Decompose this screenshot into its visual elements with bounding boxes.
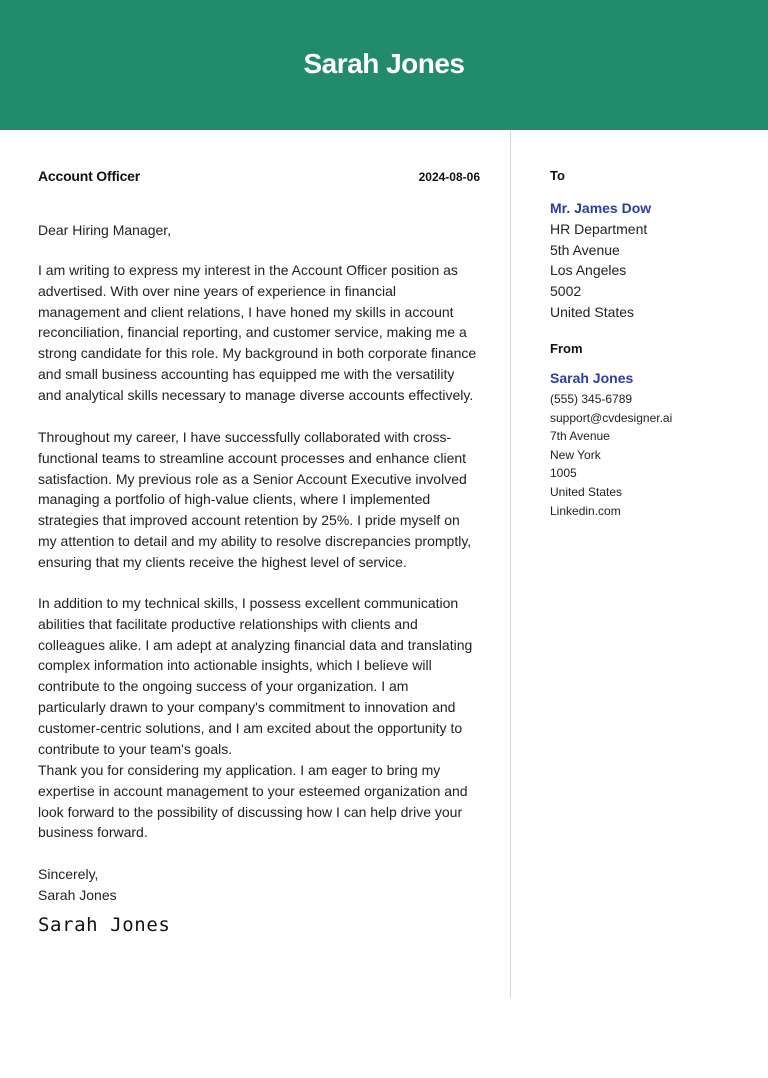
closing-block xyxy=(38,864,117,906)
sender-city: New York xyxy=(550,447,601,462)
recipient-block xyxy=(550,198,651,323)
closing-name: Sarah Jones xyxy=(38,886,117,903)
from-heading: From xyxy=(550,341,583,356)
paragraph-3: In addition to my technical skills, I possess excellent communication abilities that facilitate productive relationships with clients and colleagues alike. I am adept at analyzing financial data and translating complex information into actionable insights, which I believe will contribute to the ongoing success of your organization. I am particularly drawn to your company's commitment to innovation and customer-centric solutions, and I am excited about the opportunity to contribute to your team's goals. xyxy=(38,595,473,757)
sender-phone: (555) 345-6789 xyxy=(550,392,633,406)
paragraph-2: Throughout my career, I have successfully collaborated with cross-functional teams to streamline account processes and enhance client satisfaction. My previous role as a Senior Account Executive involved managing a portfolio of high-value clients, where I implemented strategies that improved account retention by 25%. I pride myself on my attention to detail and my ability to resolve discrepancies promptly, ensuring that my clients receive the highest level of service. xyxy=(38,429,472,570)
paragraph-1: I am writing to express my interest in the Account Officer position as advertised. With over nine years of experience in financial management and client relations, I have honed my skills in account reconciliation, financial reporting, and customer service, making me a strong candidate for this role. My background in both corporate finance and small business accounting has equipped me with the versatility and analytical skills necessary to manage diverse accounts effectively. xyxy=(38,262,477,403)
paragraph-4: Thank you for considering my application. I am eager to bring my expertise in account management to your esteemed organization and look forward to the possibility of discussing how I can help drive your business forward. xyxy=(38,762,468,841)
recipient-line: United States xyxy=(550,303,635,320)
sender-name: Sarah Jones xyxy=(550,370,634,386)
letter-date: 2024-08-06 xyxy=(418,170,480,184)
sender-country: United States xyxy=(550,484,623,499)
salutation: Dear Hiring Manager, xyxy=(38,222,172,238)
recipient-line: HR Department xyxy=(550,220,648,237)
to-heading: To xyxy=(550,168,565,183)
recipient-name: Mr. James Dow xyxy=(550,200,652,216)
header-banner xyxy=(0,0,768,130)
sidebar xyxy=(550,168,750,518)
letter-meta xyxy=(38,168,480,188)
applicant-name: Sarah Jones xyxy=(303,48,465,79)
job-title: Account Officer xyxy=(38,168,141,184)
column-divider xyxy=(510,130,511,998)
sender-street: 7th Avenue xyxy=(550,429,610,444)
sender-postcode: 1005 xyxy=(550,466,577,481)
recipient-line: Los Angeles xyxy=(550,262,627,279)
recipient-line: 5002 xyxy=(550,283,582,300)
sender-contact-block xyxy=(550,390,672,520)
closing-phrase: Sincerely, xyxy=(38,866,99,882)
sender-email: support@cvdesigner.ai xyxy=(550,410,673,425)
signature: Sarah Jones xyxy=(38,914,171,936)
sender-linkedin: Linkedin.com xyxy=(550,503,621,518)
letter-body xyxy=(38,168,480,936)
recipient-line: 5th Avenue xyxy=(550,241,620,258)
